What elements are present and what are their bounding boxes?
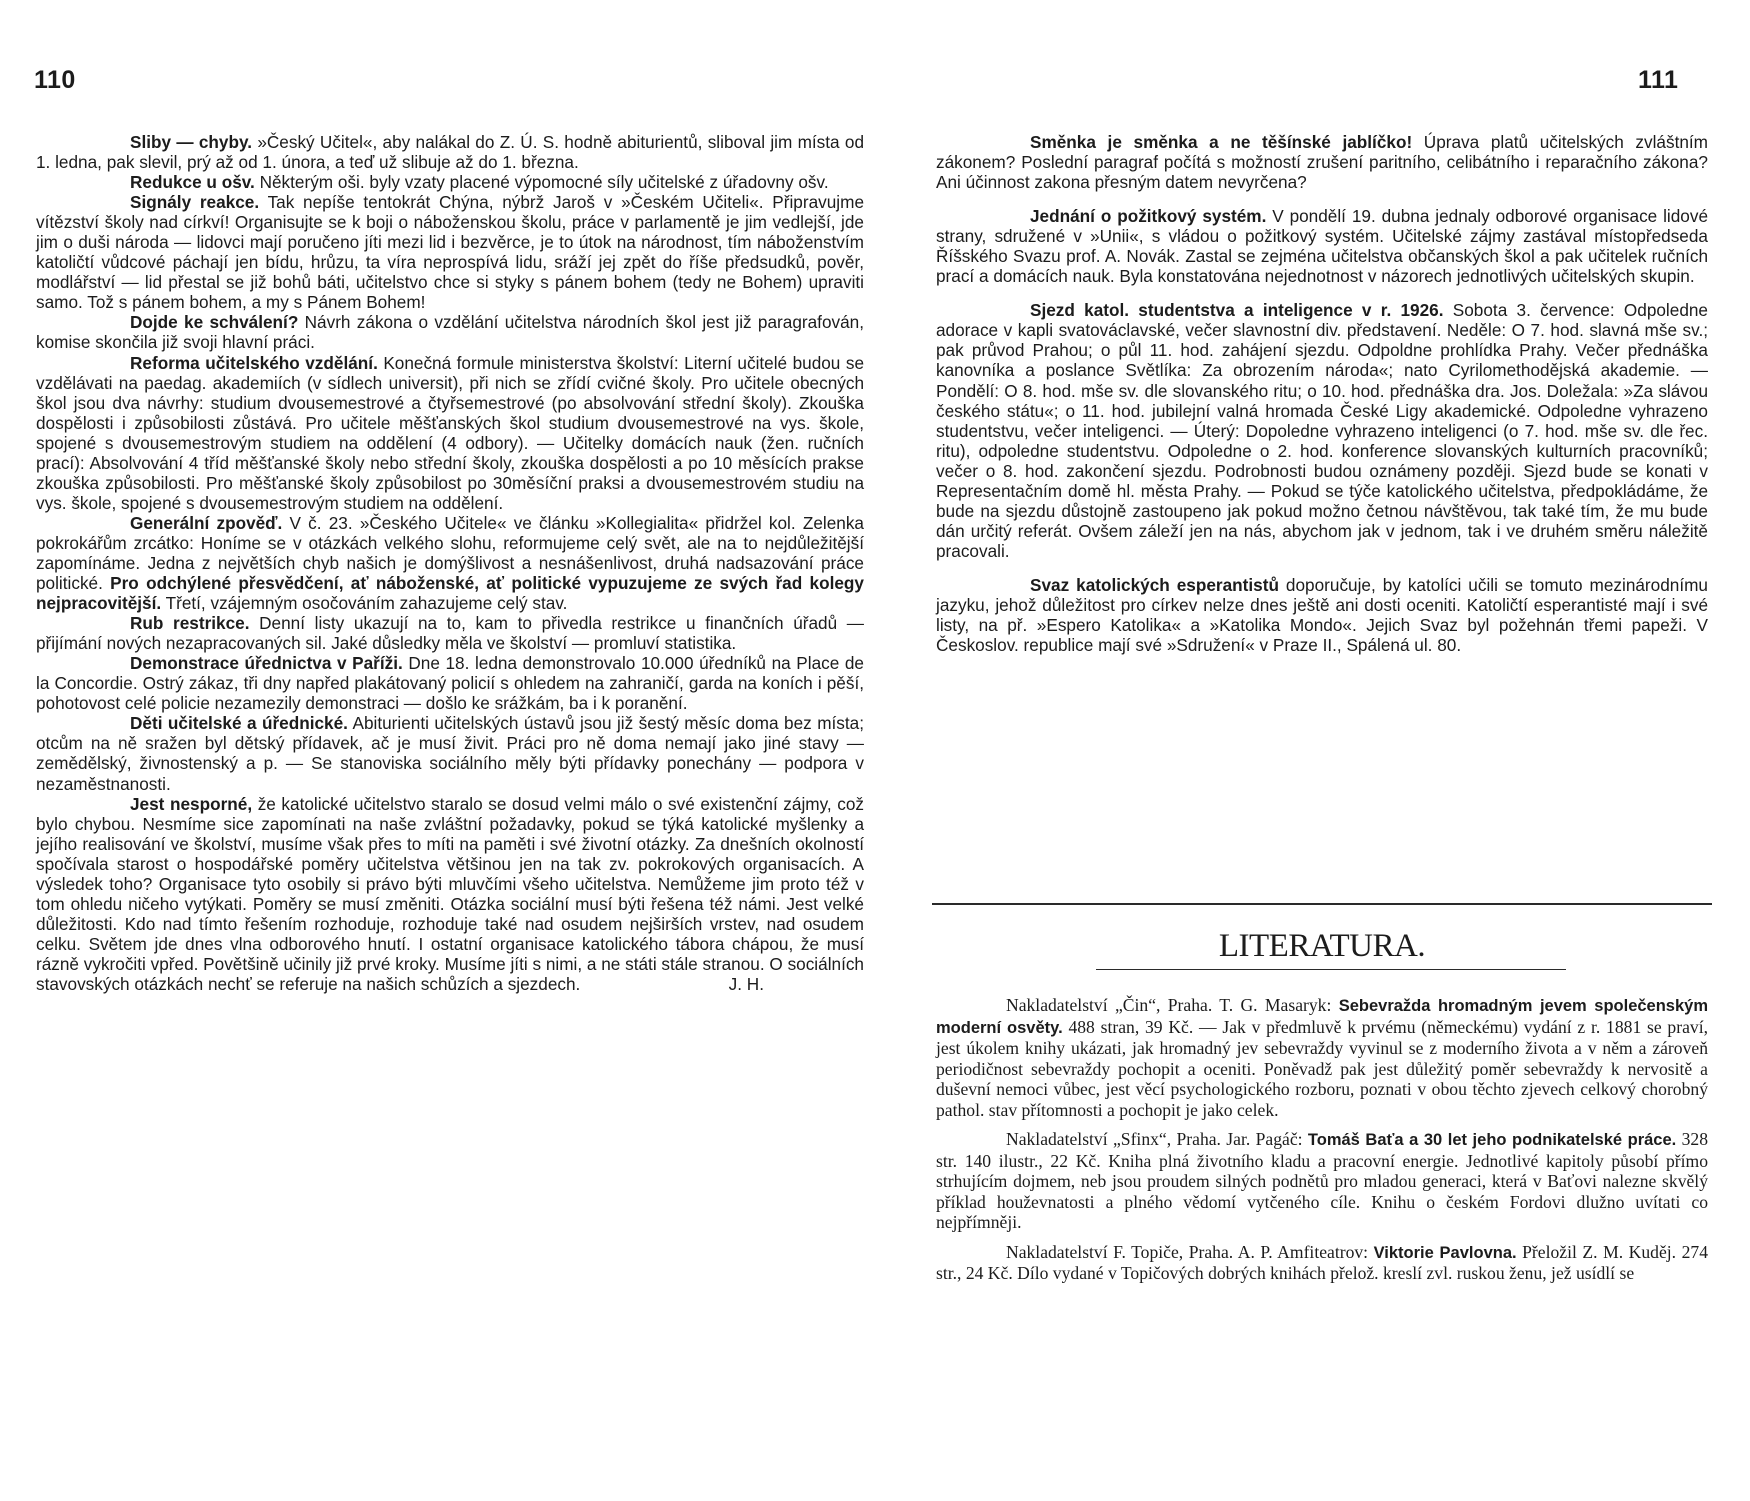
section-divider	[932, 903, 1712, 905]
paragraph	[36, 132, 864, 172]
paragraph-heading: Redukce u ošv.	[130, 172, 255, 193]
paragraph-heading: Reforma učitelského vzdělání.	[130, 352, 378, 373]
paragraph	[36, 713, 864, 793]
paragraph-text: V č. 23. »Českého Učitele« ve článku »Kollegialita« přidržel kol. Zelenka pokrokářům zrcátko: Honíme se v otázkách velkého slohu, reformujeme celý svět, ale na to nejdůležitější zapomínáme. Jedna z největších chyb našich je domýšlivost a nesnášenlivost, druhá nadsazování práce politické.	[36, 512, 864, 594]
paragraph-emphasis: Pro odchýlené přesvědčení, ať náboženské, ať politické vypuzujeme ze svých řad kolegy nejpracovitější.	[36, 573, 864, 614]
paragraph-text: V pondělí 19. dubna jednaly odborové organisace lidové strany, sdružené v »Unii«, s vládou o požitkový systém. Učitelské zájmy zastával místopředseda Říšského Svazu prof. A. Novák. Zastal se zejména učitelstva občanských škol a pak učitelek ručních prací a domácích nauk. Byla konstatována nejednotnost v názorech jednotlivých učitelských skupin.	[936, 206, 1709, 287]
paragraph-heading: Rub restrikce.	[130, 613, 250, 634]
paragraph-heading: Jest nesporné,	[130, 793, 253, 814]
paragraph-text: Sobota 3. července: Odpoledne adorace v kapli svatováclavské, večer slavnostní div. představení. Neděle: O 7. hod. slavná mše sv.; pak průvod Prahou; o půl 11. hod. zahájení sjezdu. Odpoldne prohlídka Prahy. Večer přednáška kanovníka a poslance Světlíka: Za obrozením národa«; nato Cyrilomethodějská akademie. — Pondělí: O 8. hod. mše sv. dle slovanského ritu; o 10. hod. přednáška dra. Jos. Doležala: »Za slávou českého státu«; o 11. hod. jubilejní valná hromada České Ligy akademické. Odpoledne vyhrazeno studentstvu, večer inteligenci. — Úterý: Dopoledne vyhrazeno inteligenci (o 7. hod. mše sv. dle řec. ritu), odpoledne studentstvu. Odpoledne o 2. hod. konference slovanských kulturních pracovníků; večer o 8. hod. zakončení sjezdu. Podrobnosti budou oznámeny později. Sjezd bude se konati v Representačním domě hl. města Prahy. — Pokud se týče katolického učitelstva, předpokládáme, že bude na sjezdu důstojně zastoupeno jak pokud možno četnou návštěvou, tak také tím, že mu bude dán určitý referát. Ovšem záleží jen na nás, abychom jak v jednom, tak i ve druhém směru náležitě pracovali.	[936, 300, 1708, 561]
paragraph-heading: Sjezd katol. studentstva a inteligence v r. 1926.	[1030, 300, 1444, 321]
right-column	[936, 132, 1708, 655]
left-column	[36, 132, 864, 994]
book-review	[936, 1129, 1708, 1233]
review-text: Přeložil Z. M. Kuděj. 274 str., 24 Kč. Dílo vydané v Topičových dobrých knihách přelož. kreslí zvl. ruskou ženu, jež usídlí se	[936, 1241, 1708, 1283]
paragraph-text: Třetí, vzájemným osočováním zahazujeme celý stav.	[161, 593, 568, 614]
book-review	[936, 995, 1708, 1120]
paragraph-heading: Směnka je směnka a ne těšínské jablíčko!	[1030, 132, 1413, 152]
publisher-info: Nakladatelství „Čin“, Praha. T. G. Masaryk:	[1006, 995, 1339, 1015]
review-text: 328 str. 140 ilustr., 22 Kč. Kniha plná životního kladu a pracovní energie. Jednotlivé kapitoly působí přímo strhujícím dojmem, neb jsou proudem silných podnětů pro mladou generaci, která v Baťovi nalezne skvělý příklad houževnatosti a plného vědomí vytčeného cíle. Knihu o českém Fordovi dlužno uvítati co nejpřímněji.	[936, 1129, 1708, 1232]
paragraph-text: doporučuje, by katolíci učili se tomuto mezinárodnímu jazyku, jehož důležitost pro církev nelze dnes ještě ani dosti oceniti. Katoličtí esperantisté mají i své listy, na př. »Espero Katolika« a »Katolika Mondo«. Jejich Svaz byl požehnán třemi papeži. V Českoslov. republice mají své »Sdružení« v Praze II., Spálená ul. 80.	[936, 574, 1708, 656]
paragraph	[36, 794, 864, 994]
author-signature: J. H.	[728, 973, 764, 994]
paragraph-text: Denní listy ukazují na to, kam to přivedla restrikce u finančních úřadů — přijímání nových nezapracovaných sil. Jaké důsledky měla ve školství — promluví statistika.	[36, 613, 864, 654]
paragraph-text: Dne 18. ledna demonstrovalo 10.000 úředníků na Place de la Concordie. Ostrý zákaz, tři dny napřed plakátovaný policií s ohledem na zahraničí, garda na koních i pěší, pohotovost celé policie nezamezily demonstraci — došlo ke srážkám, ba i k poranění.	[36, 653, 864, 714]
paragraph	[936, 575, 1708, 655]
paragraph-text: Úprava platů učitelských zvláštním zákonem? Poslední paragraf počítá s možností zrušení paritního, celibátního i reparačního zákona? Ani účinnost zakona přesným datem nevyrčena?	[936, 132, 1708, 193]
paragraph	[36, 653, 864, 713]
paragraph-heading: Generální zpověď.	[130, 512, 283, 533]
book-title: Viktorie Pavlovna.	[1373, 1243, 1517, 1262]
paragraph	[36, 172, 864, 192]
paragraph-text: že katolické učitelstvo staralo se dosud velmi málo o své existenční zájmy, což bylo chybou. Nesmíme sice zapomínati na naše zvláštní požadavky, pokud se týká katolické myšlenky a jejího realisování ve školství, musíme však přes to míti na paměti i své životní otázky. Za dnešních okolností spočívala starost o hospodářské poměry učitelstva většinou jen na tak zv. pokrokových organisacích. A výsledek toho? Organisace tyto osobily si právo býti mluvčími všeho učitelstva. Nemůžeme jim proto též v tom ohledu ničeho vytýkati. Poměry se musí změniti. Otázka sociální musí býti řešena též námi. Jest velké důležitosti. Kdo nad tímto řešením rozhoduje, rozhoduje také nad osudem nejširších vrstev, nad osudem celku. Světem jde dnes vlna odborového hnutí. I ostatní organisace katolického tábora chápou, že musí rázně vykročiti vpřed. Povětšině učinily již prvé kroky. Musíme jíti s nimi, a ne státi stále stranou. O sociálních stavovských otázkách nechť se referuje na našich schůzích a sjezdech.	[36, 793, 865, 994]
publisher-info: Nakladatelství F. Topiče, Praha. A. P. Amfiteatrov:	[1006, 1241, 1374, 1262]
paragraph-text: Návrh zákona o vzdělání učitelstva národních škol jest již paragrafován, komise skončila již svoji hlavní práci.	[36, 312, 864, 353]
paragraph-heading: Demonstrace úřednictva v Paříži.	[130, 653, 403, 674]
paragraph	[36, 192, 864, 312]
publisher-info: Nakladatelství „Sfinx“, Praha. Jar. Pagáč:	[1006, 1129, 1308, 1149]
book-review	[936, 1242, 1708, 1284]
book-title: Sebevražda hromadným jevem společenským moderní osvěty.	[936, 997, 1708, 1037]
paragraph-text: Konečná formule ministerstva školství: Literní učitelé budou se vzdělávati na paedag. akademiích (v sídlech universit), při nich se zřídí cvičné školy. Pro učitele obecných škol jsou dva návrhy: studium dvousemestrové a čtyřsemestrové (po absolvování střední školy). Zkouška dospělosti i způsobilosti zůstává. Pro učitele měšťanských škol studium dvousemestrové na vys. škole, spojené s dvousemestrovým studiem na oddělení (4 odbory). — Učitelky domácích nauk (žen. ručních prací): Absolvování 4 tříd měšťanské školy nebo střední školy, zkouška dospělosti a po 10 měsících prakse zkouška způsobilosti. Pro měšťanské školy způsobilost po 30měsíční praksi a dvousemestrovém studiu na vys. škole, spojené s dvousemestrovým studiem na oddělení.	[36, 352, 864, 513]
paragraph-text: Některým oši. byly vzaty placené výpomocné síly učitelské z úřadovny ošv.	[254, 172, 829, 193]
literature-section	[936, 995, 1708, 1293]
heading-underline	[1096, 969, 1566, 970]
paragraph-heading: Svaz katolických esperantistů	[1030, 574, 1279, 595]
paragraph-heading: Děti učitelské a úřednické.	[130, 713, 348, 734]
page-number-right: 111	[1638, 66, 1679, 94]
paragraph	[36, 312, 864, 352]
page-number-left: 110	[34, 66, 76, 94]
paragraph	[936, 300, 1708, 561]
paragraph	[36, 613, 864, 653]
paragraph	[36, 513, 864, 613]
paragraph-heading: Sliby — chyby.	[130, 132, 253, 152]
review-text: 488 stran, 39 Kč. — Jak v předmluvě k prvému (německému) vydání z r. 1881 se praví, jest úkolem knihy ukázati, jak hromadný jev sebevraždy vyvinul se z moderního života a v něm a zároveň periodičnost sebevraždy pochopit a oceniti. Poněvadž pak jest důležitý poměr sebevraždy k nervositě a duševní nemoci vůbec, jest věcí psychologického rozboru, poznati v obou těchto zjevech celkový chorobný pathol. stav přítomnosti a pochopit je jako celek.	[936, 1016, 1708, 1120]
paragraph-heading: Signály reakce.	[130, 192, 260, 213]
paragraph	[36, 353, 864, 513]
paragraph-heading: Jednání o požitkový systém.	[1030, 206, 1267, 227]
paragraph-text: »Český Učitel«, aby nalákal do Z. Ú. S. hodně abiturientů, sliboval jim místa od 1. ledna, pak slevil, prý až od 1. února, a teď už slibuje až do 1. března.	[36, 132, 865, 173]
literature-heading: LITERATURA.	[1218, 928, 1426, 964]
book-title: Tomáš Baťa a 30 let jeho podnikatelské práce.	[1307, 1131, 1677, 1149]
paragraph-text: Abiturienti učitelských ústavů jsou již šestý měsíc doma bez místa; otcům na ně sražen byl dětský přídavek, ač je musí živit. Práci pro ně doma nemají jako jiné stavy — zemědělský, živnostenský a p. — Se stanoviska sociálního měly býti přídavky ponechány — podpora v nezaměstnanosti.	[36, 713, 864, 794]
paragraph-heading: Dojde ke schválení?	[130, 312, 299, 333]
paragraph-text: Tak nepíše tentokrát Chýna, nýbrž Jaroš v »Českém Učiteli«. Připravujme vítězství školy nad církví! Organisujte se k boji o náboženskou školu, práce v parlamentě je jim vedlejší, jde jim o duši národa — lidovci mají poručeno jíti mezi lid i bezvěrce, je to útok na národnost, tím náboženstvím katoličtí vůdcové páchají jen bídu, hrůzu, ta víra neprospívá lidu, sráží jej zpět do říše předsudků, pověr, modlářství — lid přestal se již bohů báti, učitelstvo chce si styky s pánem bohem (tedy ne Bohem) upraviti samo. Tož s pánem bohem, a my s Pánem Bohem!	[36, 192, 864, 313]
paragraph	[936, 206, 1708, 286]
paragraph	[936, 132, 1708, 192]
